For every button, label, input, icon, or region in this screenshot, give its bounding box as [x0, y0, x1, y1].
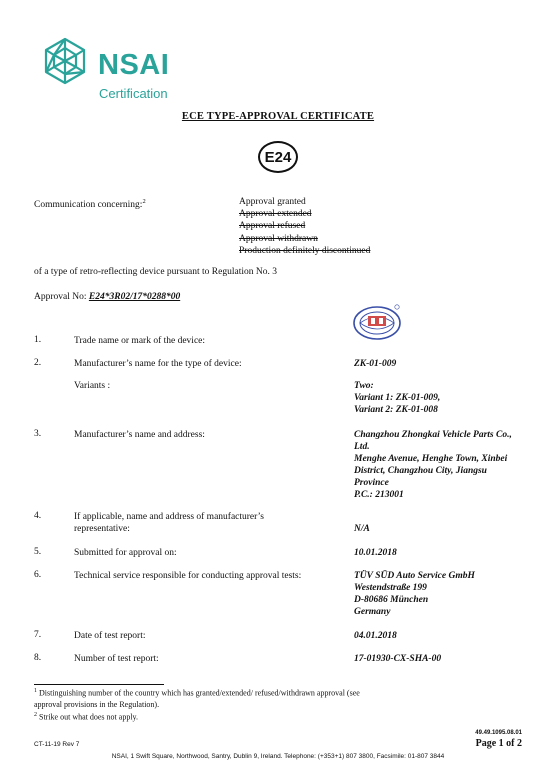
footnote-line — [34, 686, 434, 699]
status-discontinued: Production definitely discontinued — [239, 245, 371, 256]
approval-label: Approval No: — [34, 292, 87, 302]
status-list — [239, 196, 370, 257]
item-value: 17-01930-CX-SHA-00 — [354, 654, 442, 664]
item-number: 4. — [34, 511, 42, 521]
item-number: 1. — [34, 335, 42, 345]
status-withdrawn: Approval withdrawn — [239, 233, 318, 244]
footnote-line: approval provisions in the Regulation). — [34, 699, 160, 709]
footnote-text: Distinguishing number of the country which has granted/extended/ refused/withdrawn approval (see — [39, 688, 360, 698]
item-number: 2. — [34, 358, 42, 368]
brand-subtitle: Certification — [99, 86, 168, 101]
footnote-line — [34, 710, 434, 723]
item-label — [74, 511, 264, 535]
item-value: ZK-01-009 — [354, 359, 397, 369]
item-value: 10.01.2018 — [354, 548, 397, 558]
footnote-mark: 2 — [34, 711, 37, 718]
brand-name: NSAI — [98, 49, 170, 81]
item-number: 6. — [34, 570, 42, 580]
form-code: CT-11-19 Rev 7 — [34, 741, 80, 748]
approval-number-row — [34, 291, 180, 303]
value-line: D-80686 München — [354, 595, 429, 605]
footer-address: NSAI, 1 Swift Square, Northwood, Santry, Dublin 9, Ireland. Telephone: (+353+1) 807 3800, Facsimile: 01-807 3844 — [111, 753, 445, 760]
e-mark-badge — [258, 141, 298, 173]
variants-value — [354, 380, 440, 416]
value-line: Variant 2: ZK-01-008 — [354, 405, 438, 415]
footnote-ref: 2 — [142, 198, 146, 205]
value-line: Ltd. — [354, 442, 370, 452]
value-line: Menghe Avenue, Henghe Town, Xinbei — [354, 454, 508, 464]
value-line: Westendstraße 199 — [354, 583, 427, 593]
footnote-text: Strike out what does not apply. — [39, 712, 139, 722]
value-line: Changzhou Zhongkai Vehicle Parts Co., — [354, 430, 512, 440]
item-label: Date of test report: — [74, 631, 146, 641]
item-number: 8. — [34, 653, 42, 663]
label-line: representative: — [74, 524, 130, 534]
value-line: Germany — [354, 607, 391, 617]
approval-number: E24*3R02/17*0288*00 — [88, 292, 181, 302]
item-number: 3. — [34, 429, 42, 439]
value-line: District, Changzhou City, Jiangsu — [354, 466, 487, 476]
footnote-1 — [34, 686, 434, 722]
footnote-mark: 1 — [34, 688, 37, 694]
item-value: N/A — [354, 524, 370, 534]
page-number: Page 1 of 2 — [475, 738, 522, 749]
value-line: P.C.: 213001 — [354, 490, 404, 500]
item-label: Number of test report: — [74, 654, 159, 664]
manufacturer-trademark-icon — [352, 302, 402, 342]
item-label: Trade name or mark of the device: — [74, 336, 206, 346]
communication-label — [34, 196, 146, 211]
status-extended: Approval extended — [239, 209, 312, 220]
value-line: Variant 1: ZK-01-009, — [354, 393, 441, 403]
device-type-text: of a type of retro-reflecting device pursuant to Regulation No. 3 — [34, 267, 277, 277]
status-refused: Approval refused — [239, 221, 306, 232]
value-line: TÜV SÜD Auto Service GmbH — [354, 571, 475, 581]
item-number: 5. — [34, 547, 42, 557]
item-number: 7. — [34, 630, 42, 640]
communication-label-text: Communication concerning: — [34, 200, 143, 211]
document-code: 49.49.1095.08.01 — [475, 730, 522, 736]
variants-label: Variants : — [74, 381, 111, 391]
item-value: 04.01.2018 — [354, 631, 397, 641]
value-line: Province — [354, 478, 389, 488]
nsai-logo-icon — [40, 36, 90, 86]
item-label: Submitted for approval on: — [74, 548, 177, 558]
value-line: Two: — [354, 381, 374, 391]
item-label: Manufacturer’s name for the type of device: — [74, 359, 242, 369]
e-mark-label: E24 — [264, 148, 292, 166]
status-granted: Approval granted — [239, 197, 306, 207]
item-label: Technical service responsible for conducting approval tests: — [74, 571, 302, 581]
certificate-title: ECE TYPE-APPROVAL CERTIFICATE — [181, 111, 375, 122]
label-line: If applicable, name and address of manufacturer’s — [74, 512, 265, 522]
footnote-divider — [34, 684, 164, 685]
manufacturer-address — [354, 429, 512, 501]
technical-service-address — [354, 570, 475, 618]
item-label: Manufacturer’s name and address: — [74, 430, 205, 440]
